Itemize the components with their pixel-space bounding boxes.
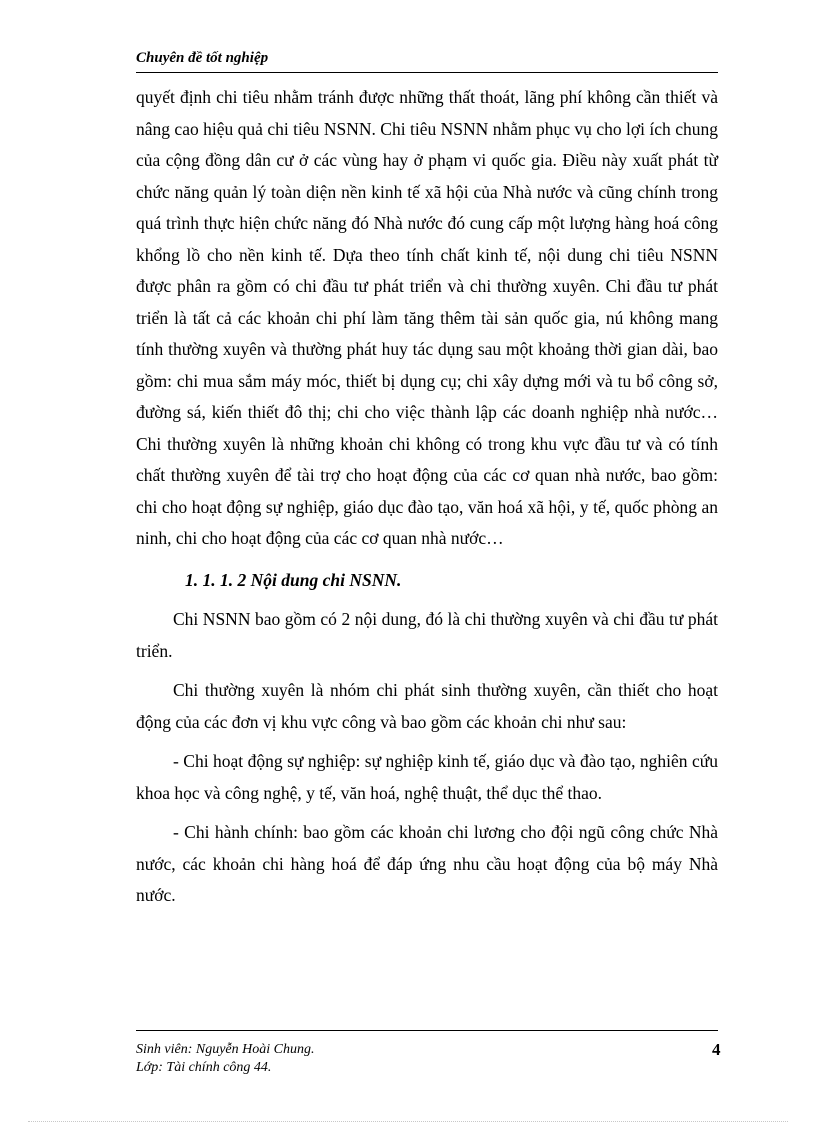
footer-student: Sinh viên: Nguyễn Hoài Chung. bbox=[136, 1042, 315, 1057]
document-body bbox=[136, 82, 718, 912]
footer-divider bbox=[136, 1030, 718, 1031]
footer-class: Lớp: Tài chính công 44. bbox=[136, 1060, 272, 1075]
paragraph-3: Chi thường xuyên là nhóm chi phát sinh thường xuyên, cần thiết cho hoạt động của các đơn vị khu vực công và bao gồm các khoản chi như sau: bbox=[136, 680, 718, 732]
paragraph-1: quyết định chi tiêu nhằm tránh được những thất thoát, lãng phí không cần thiết và nâng cao hiệu quả chi tiêu NSNN. Chi tiêu NSNN nhằm phục vụ cho lợi ích chung của cộng đồng dân cư ở các vùng hay ở phạm vi quốc gia. Điều này xuất phát từ chức năng quản lý toàn diện nền kinh tế xã hội của Nhà nước và cũng chính trong quá trình thực hiện chức năng đó Nhà nước đó cung cấp một lượng hàng hoá công khổng lồ cho nền kinh tế. Dựa theo tính chất kinh tế, nội dung chi tiêu NSNN được phân ra gồm có chi đầu tư phát triển và chi thường xuyên. Chi đầu tư phát triển là tất cả các khoản chi phí làm tăng thêm tài sản quốc gia, nú không mang tính thường xuyên và thường phát huy tác dụng sau một khoảng thời gian dài, bao gồm: chi mua sắm máy móc, thiết bị dụng cụ; chi xây dựng mới và tu bổ công sở, đường sá, kiến thiết đô thị; chi cho việc thành lập các doanh nghiệp nhà nước… Chi thường xuyên là những khoản chi không có trong khu vực đầu tư và có tính chất thường xuyên để tài trợ cho hoạt động của các cơ quan nhà nước, bao gồm: chi cho hoạt động sự nghiệp, giáo dục đào tạo, văn hoá xã hội, y tế, quốc phòng an ninh, chi cho hoạt động của các cơ quan nhà nước… bbox=[136, 87, 718, 548]
header-divider bbox=[136, 72, 718, 73]
page-boundary bbox=[28, 1121, 788, 1122]
page-number: 4 bbox=[712, 1040, 721, 1059]
section-heading: 1. 1. 1. 2 Nội dung chi NSNN. bbox=[185, 569, 402, 590]
footer-info bbox=[136, 1041, 314, 1077]
paragraph-2: Chi NSNN bao gồm có 2 nội dung, đó là chi thường xuyên và chi đầu tư phát triển. bbox=[136, 609, 718, 661]
paragraph-5: - Chi hành chính: bao gồm các khoản chi lương cho đội ngũ công chức Nhà nước, các khoản chi hàng hoá để đáp ứng nhu cầu hoạt động của bộ máy Nhà nước. bbox=[136, 822, 718, 905]
header-title: Chuyên đề tốt nghiệp bbox=[136, 50, 269, 66]
paragraph-4: - Chi hoạt động sự nghiệp: sự nghiệp kinh tế, giáo dục và đào tạo, nghiên cứu khoa học và công nghệ, y tế, văn hoá, nghệ thuật, thể dục thể thao. bbox=[136, 751, 718, 803]
